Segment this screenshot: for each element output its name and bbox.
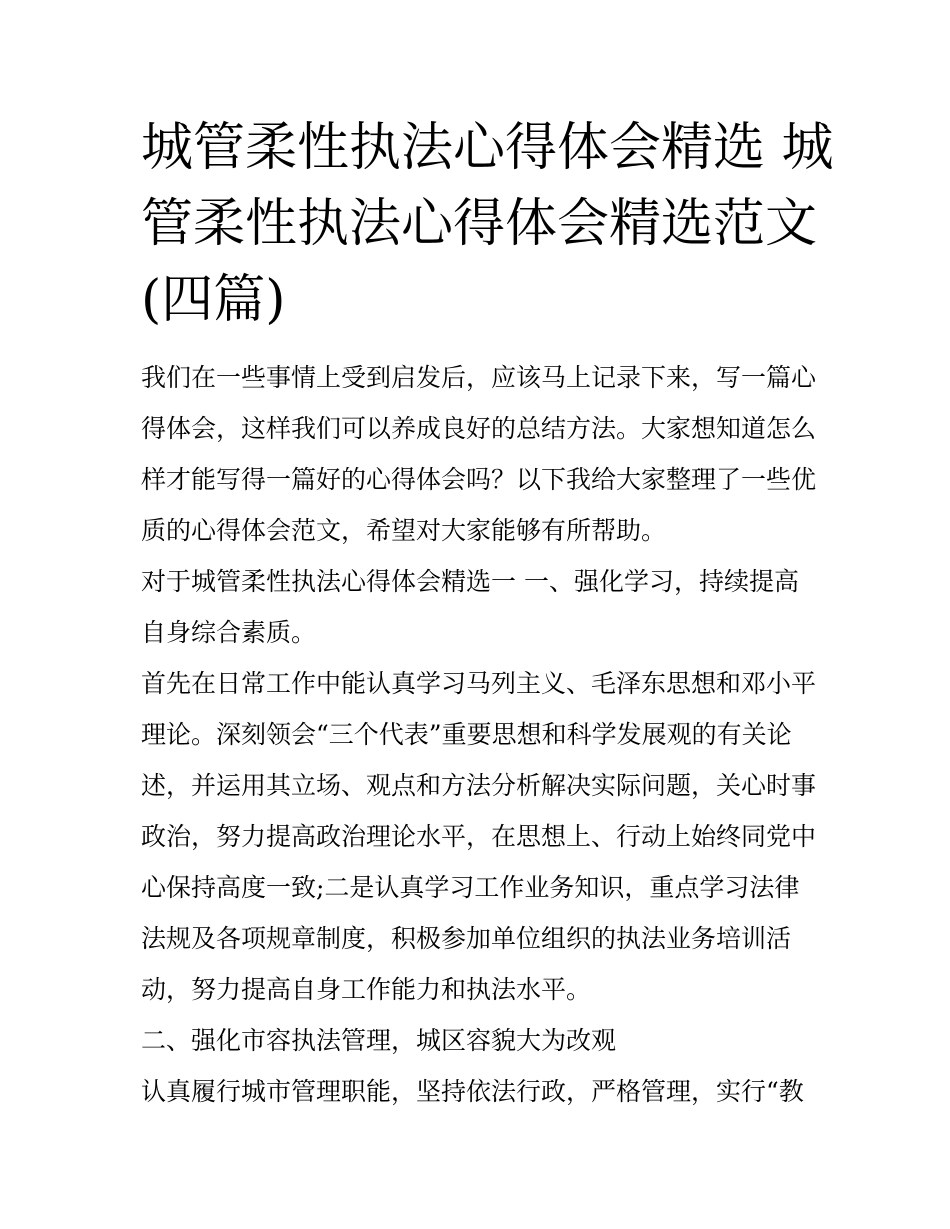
body-paragraph [141, 1066, 813, 1117]
paragraph-line: 述，并运用其立场、观点和方法分析解决实际问题，关心时事 [141, 771, 817, 800]
document-title [141, 110, 834, 338]
intro-paragraph [141, 352, 817, 556]
section-heading-paragraph [141, 556, 813, 658]
paragraph-line: 认真履行城市管理职能，坚持依法行政，严格管理，实行“教 [141, 1077, 804, 1106]
paragraph-line: 我们在一些事情上受到启发后，应该马上记录下来，写一篇心 [141, 363, 817, 392]
title-spacer [141, 338, 813, 352]
paragraph-line: 质的心得体会范文，希望对大家能够有所帮助。 [141, 516, 667, 545]
title-line: 城管柔性执法心得体会精选 城 [141, 118, 834, 178]
paragraph-line: 政治，努力提高政治理论水平，在思想上、行动上始终同党中 [141, 822, 817, 851]
paragraph-line: 理论。深刻领会“三个代表”重要思想和科学发展观的有关论 [141, 720, 792, 749]
paragraph-line: 样才能写得一篇好的心得体会吗？以下我给大家整理了一些优 [141, 465, 817, 494]
paragraph-line: 心保持高度一致;二是认真学习工作业务知识，重点学习法律 [141, 873, 800, 902]
paragraph-line: 对于城管柔性执法心得体会精选一 一、强化学习，持续提高 [141, 567, 799, 596]
body-paragraph [141, 658, 817, 1015]
paragraph-line: 动，努力提高自身工作能力和执法水平。 [141, 975, 592, 1004]
paragraph-line: 二、强化市容执法管理，城区容貌大为改观 [141, 1026, 617, 1055]
title-line: 管柔性执法心得体会精选范文 [141, 194, 818, 254]
title-line: (四篇) [141, 270, 286, 330]
section-heading-paragraph [141, 1015, 813, 1066]
paragraph-line: 得体会，这样我们可以养成良好的总结方法。大家想知道怎么 [141, 414, 817, 443]
paragraph-line: 自身综合素质。 [141, 618, 317, 647]
paragraph-line: 首先在日常工作中能认真学习马列主义、毛泽东思想和邓小平 [141, 669, 817, 698]
paragraph-line: 法规及各项规章制度，积极参加单位组织的执法业务培训活 [141, 924, 792, 953]
document-content [141, 110, 834, 1117]
